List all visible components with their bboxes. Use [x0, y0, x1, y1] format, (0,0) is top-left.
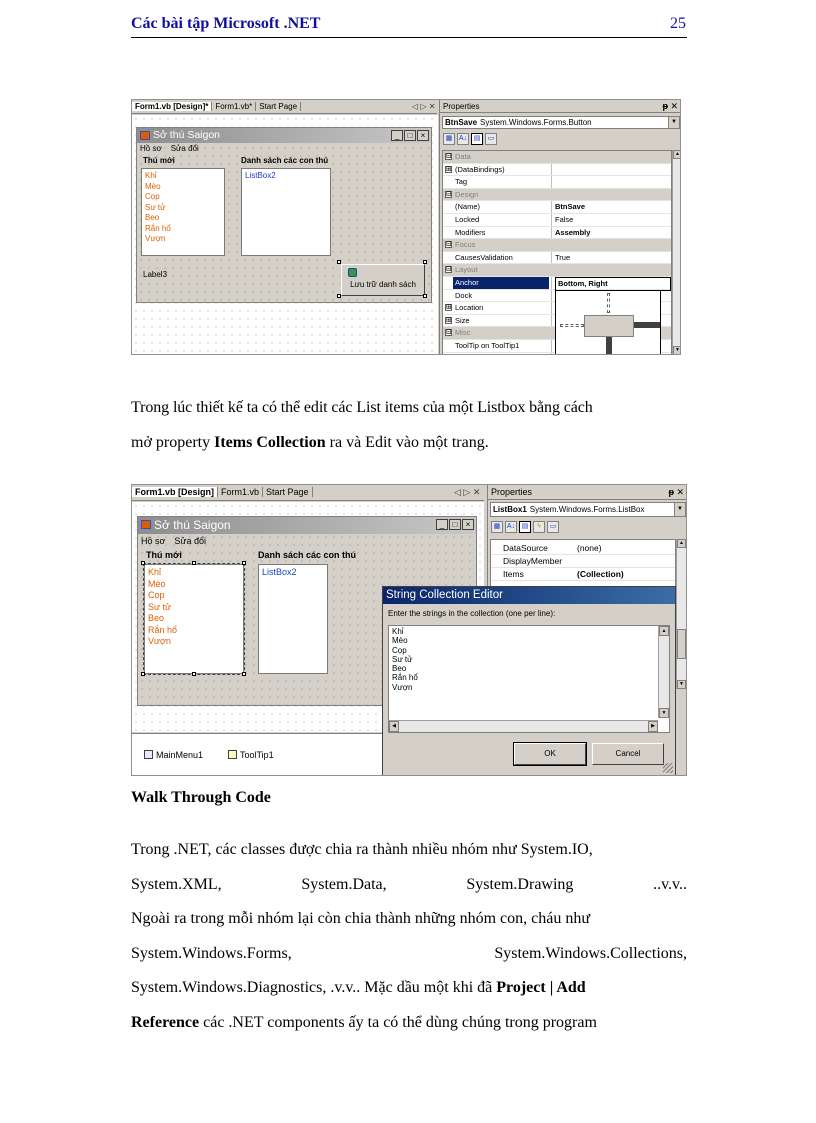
anchor-left[interactable] [560, 324, 584, 327]
list-item[interactable]: Khỉ [145, 171, 157, 180]
category-row[interactable]: ⊟ Focus [443, 239, 671, 252]
list-item[interactable]: Rắn hổ [145, 223, 171, 233]
save-button-label: Lưu trữ danh sách [350, 280, 416, 289]
listbox2[interactable]: ListBox2 [241, 168, 331, 256]
properties-title: Properties [440, 100, 681, 113]
alphabetical-icon[interactable]: A↓ [505, 521, 517, 533]
dialog-prompt: Enter the strings in the collection (one per line): [388, 609, 556, 618]
tab-form1-design[interactable]: Form1.vb [Design] [132, 487, 218, 497]
strings-textarea[interactable] [388, 625, 670, 733]
list-item[interactable]: Cọp [148, 590, 165, 600]
properties-scrollbar[interactable] [672, 150, 681, 355]
form-app-icon [140, 131, 150, 140]
header-rule [131, 37, 687, 38]
text-run: ..v.v.. [653, 876, 687, 893]
scroll-left-icon[interactable]: ◀ [389, 721, 399, 732]
list-item[interactable]: Khỉ [148, 567, 162, 577]
selection-handle[interactable] [242, 561, 246, 565]
property-row-anchor[interactable]: Anchor Bottom, Right [443, 277, 671, 290]
pages-icon[interactable]: ▭ [485, 133, 497, 145]
anchor-center-box [584, 315, 634, 337]
scroll-thumb[interactable] [677, 629, 686, 659]
screenshot-string-collection-editor [131, 484, 687, 776]
categorized-icon[interactable]: ▦ [491, 521, 503, 533]
events-icon[interactable]: ϟ [533, 521, 545, 533]
paragraph-line: Trong lúc thiết kế ta có thể edit các List items của một Listbox bằng cách [131, 399, 593, 416]
chevron-down-icon[interactable]: ▼ [674, 503, 685, 516]
scroll-down-icon[interactable]: ▼ [659, 708, 669, 718]
category-row[interactable]: ⊟ Design [443, 189, 671, 202]
anchor-right[interactable] [634, 322, 660, 328]
property-row[interactable]: CausesValidation True [443, 252, 671, 265]
page-number: 25 [670, 15, 686, 32]
expand-icon[interactable]: ⊞ [446, 316, 452, 324]
design-surface [132, 115, 438, 355]
listbox1[interactable] [141, 168, 225, 256]
collapse-icon[interactable]: ⊟ [446, 153, 452, 160]
expand-icon[interactable]: ⊞ [446, 304, 452, 312]
paragraph-line [131, 841, 687, 859]
paragraph-line [131, 434, 489, 452]
list-item[interactable]: Vượn [145, 234, 166, 243]
paragraph-line [131, 1014, 597, 1032]
property-row[interactable]: ⊞ Location [443, 302, 671, 315]
text-run: System.Windows.Diagnostics, .v.v.. Mặc dầu một khi đã [131, 979, 497, 996]
property-row[interactable]: Dock [443, 290, 671, 303]
anchor-editor[interactable] [555, 290, 661, 355]
paragraph-line [131, 979, 586, 997]
collapse-icon[interactable]: ⊟ [446, 190, 452, 198]
minimize-icon[interactable]: _ [391, 130, 403, 141]
property-row[interactable]: Locked False [443, 214, 671, 227]
text-run: Trong .NET, các classes được chia ra thành nhiều nhóm như System.IO, [131, 841, 593, 858]
form-titlebar [137, 128, 431, 143]
label-new-animal: Thú mới [146, 550, 182, 560]
pin-close-icon[interactable]: ᵽ ✕ [668, 487, 684, 497]
string-collection-editor-dialog [382, 586, 676, 776]
collapse-icon[interactable]: ⊟ [446, 266, 452, 274]
text-run: System.Drawing [466, 876, 574, 893]
tab-start-page[interactable]: Start Page [263, 487, 313, 497]
tab-controls[interactable]: ◁ ▷ ✕ [412, 102, 436, 111]
maximize-icon[interactable]: □ [449, 519, 461, 530]
text-run: System.Windows.Forms, [131, 945, 292, 962]
property-row[interactable]: DisplayMember [491, 555, 675, 568]
label-animal-list: Danh sách các con thú [241, 156, 329, 165]
text-run: Ngoài ra trong mỗi nhóm lại còn chia thành những nhóm con, cháu như [131, 910, 591, 927]
selection-handle[interactable] [337, 294, 341, 298]
text-run: ra và Edit vào một trang. [325, 434, 489, 451]
object-selector[interactable] [442, 116, 680, 129]
property-row[interactable]: Tag [443, 176, 671, 189]
expand-icon[interactable]: ⊞ [446, 165, 452, 173]
pin-close-icon[interactable]: ᵽ ✕ [662, 101, 678, 111]
list-item: Cọp [392, 645, 407, 655]
object-type: System.Windows.Forms.Button [480, 118, 592, 127]
object-name: BtnSave [445, 118, 478, 127]
paragraph-line [131, 876, 687, 894]
tooltip-icon [228, 750, 237, 759]
list-item[interactable]: Beo [148, 613, 165, 623]
label3: Label3 [143, 270, 168, 279]
category-row[interactable]: ⊟ Misc [443, 327, 671, 340]
selection-handle[interactable] [242, 672, 246, 676]
collapse-icon[interactable]: ⊟ [446, 241, 452, 249]
category-row[interactable]: ⊟ Layout [443, 264, 671, 277]
scroll-up-icon[interactable]: ▲ [677, 539, 686, 548]
textarea-vscroll[interactable] [658, 626, 669, 718]
text-run: System.Data, [301, 876, 387, 893]
text-run: System.XML, [131, 876, 222, 893]
selection-handle[interactable] [192, 672, 196, 676]
list-item[interactable]: Rắn hổ [148, 624, 178, 635]
anchor-bottom[interactable] [606, 337, 612, 354]
object-name: ListBox1 [493, 505, 527, 514]
category-row[interactable]: ⊟ Data [443, 151, 671, 164]
minimize-icon[interactable]: _ [436, 519, 448, 530]
properties-window [439, 100, 681, 355]
form-titlebar [138, 517, 476, 534]
chevron-down-icon[interactable]: ▼ [668, 117, 679, 128]
property-row-items[interactable]: Items (Collection) [491, 568, 675, 581]
selection-handle[interactable] [141, 561, 145, 565]
resize-grip-icon[interactable] [663, 763, 673, 773]
text-run-bold: Reference [131, 1014, 200, 1031]
text-run-bold: Items Collection [214, 434, 326, 451]
property-row[interactable]: ⊞ Size [443, 315, 671, 328]
collapse-icon[interactable]: ⊟ [446, 329, 452, 337]
properties-scrollbar[interactable] [676, 539, 686, 689]
list-item: Rắn hổ [392, 673, 418, 683]
list-item[interactable]: Sư tử [145, 202, 166, 212]
properties-icon[interactable]: ▤ [471, 133, 483, 145]
list-item: Beo [392, 664, 407, 674]
tab-start-page[interactable]: Start Page [256, 102, 301, 111]
running-header-title: Các bài tập Microsoft .NET [131, 15, 321, 32]
alphabetical-icon[interactable]: A↓ [457, 133, 469, 145]
list-item[interactable]: Beo [145, 213, 160, 222]
anchor-top[interactable] [607, 293, 610, 313]
screenshot-designer-properties [131, 99, 681, 355]
property-row[interactable]: ToolTip on ToolTip1 [443, 340, 671, 353]
textarea-hscroll[interactable] [389, 720, 658, 732]
window-buttons [436, 519, 474, 530]
properties-icon[interactable]: ▤ [519, 521, 531, 533]
menu-sua-doi[interactable]: Sửa đổi [170, 144, 199, 153]
property-grid [442, 150, 672, 355]
save-list-button[interactable] [341, 264, 425, 296]
ok-button[interactable]: OK [514, 743, 586, 765]
list-item: Mèo [392, 636, 408, 646]
cancel-button[interactable]: Cancel [592, 743, 664, 765]
menu-ho-so[interactable]: Hồ sơ [141, 536, 166, 546]
dialog-title: String Collection Editor [383, 587, 675, 604]
list-item: Khỉ [392, 627, 404, 636]
selection-handle[interactable] [192, 561, 196, 565]
tray-tooltip1[interactable]: ToolTip1 [228, 750, 274, 760]
listbox2[interactable]: ListBox2 [258, 564, 328, 674]
text-run-bold: Project | Add [496, 979, 586, 996]
maximize-icon[interactable]: □ [404, 130, 416, 141]
property-row[interactable]: Modifiers Assembly [443, 227, 671, 240]
form-menubar [141, 536, 215, 546]
designed-form[interactable] [136, 127, 432, 303]
scroll-right-icon[interactable]: ▶ [648, 721, 658, 732]
scroll-down-icon[interactable]: ▼ [673, 346, 681, 355]
scroll-down-icon[interactable]: ▼ [677, 680, 686, 689]
form-menubar [140, 144, 208, 153]
list-item[interactable]: Sư tử [148, 601, 172, 612]
categorized-icon[interactable]: ▦ [443, 133, 455, 145]
selection-handle[interactable] [423, 294, 427, 298]
paragraph-line [131, 910, 687, 928]
object-selector[interactable] [490, 502, 686, 517]
window-buttons [391, 130, 429, 141]
form-title: Sở thú Saigon [154, 518, 231, 532]
selection-handle[interactable] [337, 260, 341, 264]
tab-form1-design[interactable]: Form1.vb [Design]* [132, 102, 212, 111]
label-animal-list: Danh sách các con thú [258, 550, 357, 560]
text-run: các .NET components ấy ta có thể dùng chúng trong program [199, 1014, 597, 1031]
menu-ho-so[interactable]: Hồ sơ [140, 144, 162, 153]
object-type: System.Windows.Forms.ListBox [529, 505, 645, 514]
property-row[interactable]: ⊞ (DataBindings) [443, 164, 671, 177]
text-run: System.Windows.Collections, [494, 945, 687, 962]
document-tabs [132, 100, 437, 114]
paragraph-line [131, 945, 687, 963]
scroll-up-icon[interactable]: ▲ [659, 626, 669, 636]
section-heading: Walk Through Code [131, 789, 271, 806]
properties-title: Properties [488, 485, 687, 500]
selection-handle[interactable] [141, 672, 145, 676]
close-icon[interactable]: × [462, 519, 474, 530]
list-item: Sư tử [392, 654, 413, 664]
property-row[interactable]: DataSource (none) [491, 542, 675, 555]
scroll-up-icon[interactable]: ▲ [673, 150, 681, 159]
list-item: Vượn [392, 682, 413, 692]
listbox1[interactable] [144, 564, 244, 674]
list-item[interactable]: Mèo [145, 181, 161, 191]
menu-sua-doi[interactable]: Sửa đổi [174, 536, 206, 546]
tab-form1-code[interactable]: Form1.vb* [212, 102, 256, 111]
list-item[interactable]: Cọp [145, 192, 160, 201]
properties-toolbar [491, 521, 559, 535]
close-icon[interactable]: × [417, 130, 429, 141]
property-row[interactable]: (Name) BtnSave [443, 201, 671, 214]
document-tabs [132, 485, 484, 501]
tab-form1-code[interactable]: Form1.vb [218, 487, 263, 497]
form-title: Sở thú Saigon [153, 129, 221, 141]
text-run: mở property [131, 434, 215, 451]
tray-mainmenu1[interactable]: MainMenu1 [144, 750, 203, 760]
list-item[interactable]: Mèo [148, 578, 166, 589]
properties-toolbar [443, 133, 497, 147]
mainmenu-icon [144, 750, 153, 759]
list-item[interactable]: Vượn [148, 636, 171, 646]
tab-controls[interactable]: ◁ ▷ ✕ [454, 487, 481, 497]
label-new-animal: Thú mới [143, 156, 175, 165]
pages-icon[interactable]: ▭ [547, 521, 559, 533]
save-icon [348, 268, 357, 277]
form-app-icon [141, 520, 151, 529]
selection-handle[interactable] [423, 260, 427, 264]
